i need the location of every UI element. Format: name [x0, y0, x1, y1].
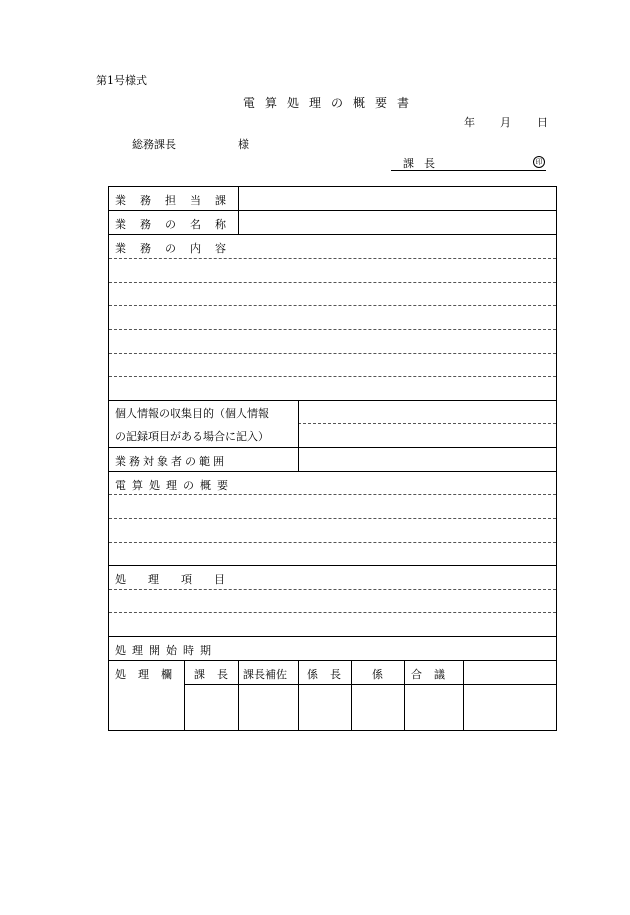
personal-info-purpose-label-2: の記録項目がある場合に記入）	[115, 430, 269, 443]
start-period-label: 処理開始時期	[115, 644, 217, 657]
business-content-label: 業務の内容	[115, 242, 240, 255]
approval-col-chief: 課長	[194, 668, 240, 681]
date-day: 日	[537, 116, 548, 129]
form-number: 第1号様式	[96, 74, 147, 87]
approval-col-staff: 係	[372, 668, 383, 681]
approval-col-consultation: 合議	[411, 668, 457, 681]
document-title: 電算処理の概要書	[243, 96, 420, 110]
date-month: 月	[500, 116, 511, 129]
personal-info-purpose-label-1: 個人情報の収集目的（個人情報	[115, 407, 269, 420]
processing-items-label: 処理項目	[115, 573, 247, 586]
date-year: 年	[464, 116, 475, 129]
approval-col-subsection-chief: 係長	[307, 668, 353, 681]
approval-label: 処理欄	[115, 668, 184, 681]
section-chief-signature-line	[391, 154, 546, 171]
seal-mark-icon: 印	[533, 156, 545, 168]
approval-col-deputy: 課長補佐	[243, 668, 287, 681]
target-scope-label: 業務対象者の範囲	[115, 455, 227, 468]
business-name-label: 業務の名称	[115, 218, 240, 231]
honorific: 様	[238, 138, 249, 151]
processing-overview-label: 電算処理の概要	[115, 479, 234, 492]
summary-form	[108, 186, 557, 731]
addressee: 総務課長	[132, 138, 176, 151]
section-chief-label: 課長	[403, 157, 445, 170]
dept-in-charge-label: 業務担当課	[115, 194, 240, 207]
